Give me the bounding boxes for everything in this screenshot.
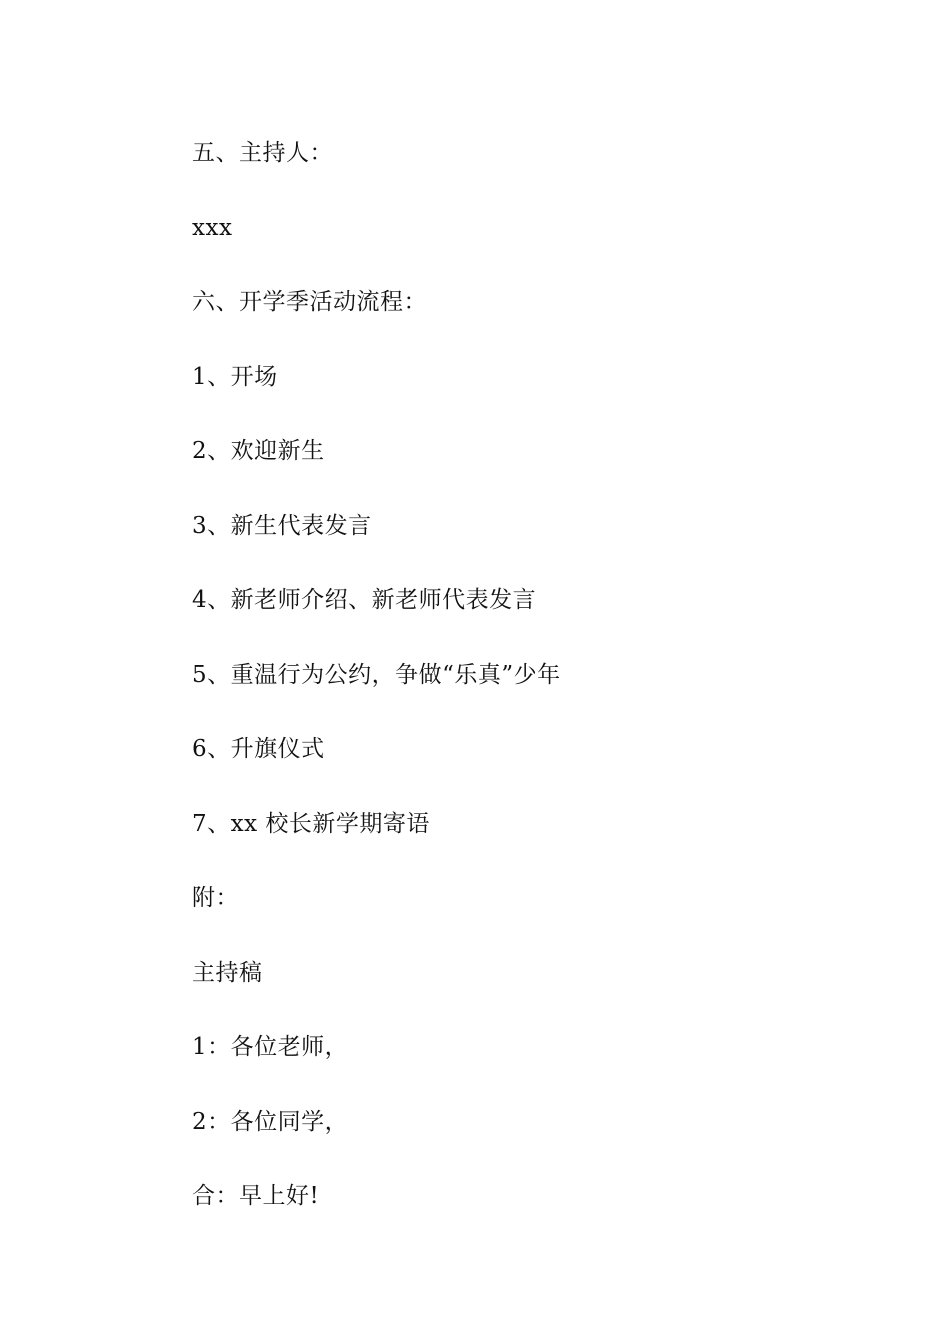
process-step: 3、新生代表发言 xyxy=(192,512,372,539)
script-line: 2：各位同学， xyxy=(192,1108,349,1135)
process-step: 6、升旗仪式 xyxy=(192,736,325,762)
script-line: 1：各位老师， xyxy=(192,1034,349,1060)
host-name: xxx xyxy=(192,214,233,241)
process-step: 1、开场 xyxy=(192,363,278,390)
process-step: 7、xx 校长新学期寄语 xyxy=(192,810,430,837)
document-body xyxy=(192,134,812,1252)
process-step: 4、新老师介绍、新老师代表发言 xyxy=(192,587,537,613)
section-heading-host: 五、主持人： xyxy=(192,140,333,166)
script-title: 主持稿 xyxy=(192,959,263,986)
appendix-label: 附： xyxy=(192,885,239,911)
script-line: 合：早上好! xyxy=(192,1183,320,1209)
process-step: 2、欢迎新生 xyxy=(192,438,325,464)
section-heading-process: 六、开学季活动流程： xyxy=(192,289,427,315)
process-step: 5、重温行为公约，争做“乐真”少年 xyxy=(192,661,561,688)
